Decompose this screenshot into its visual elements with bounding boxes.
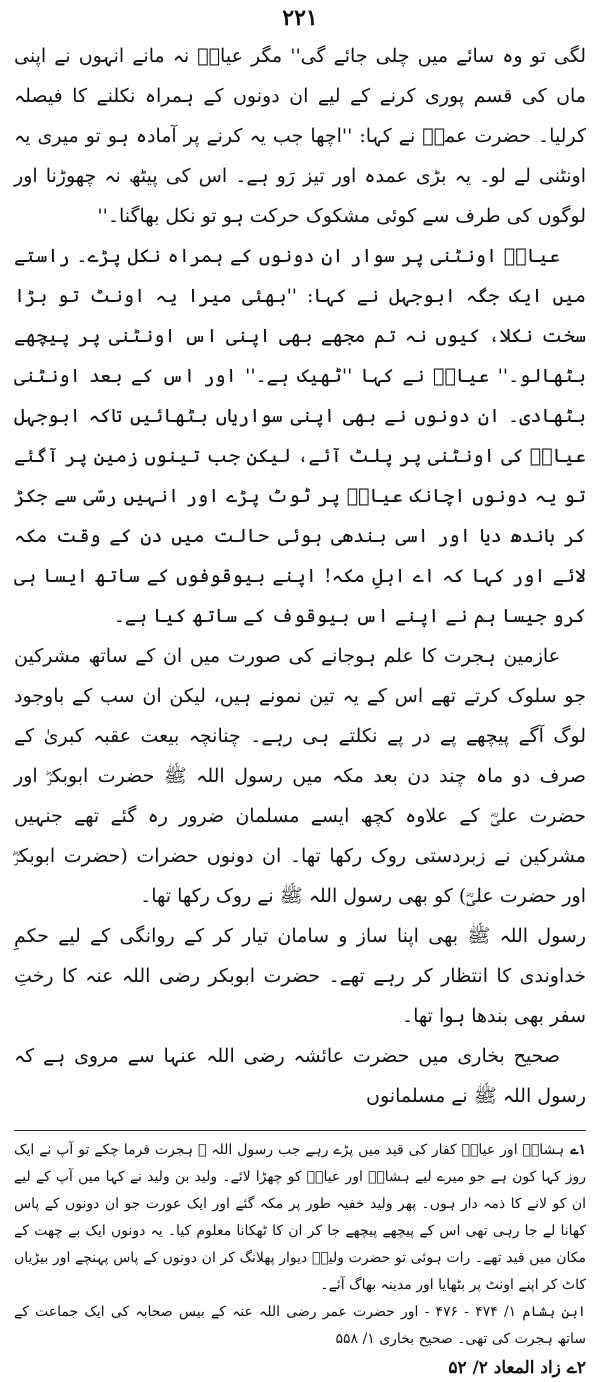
footnote-1-marker: ۱ے (570, 1142, 586, 1158)
footnote-1-text: ہشامؓ اور عیاشؓ کفار کی قید میں پڑے رہے جب رسول اللہ ﷺ ہجرت فرما چکے تو آپ نے ایک روز کہا کون ہے جو میرے لیے ہشامؓ اور عیاشؓ کو چھڑا لائے۔ ولید بن ولید نے کہا میں آپ کے لیے ان کو لانے کا ذمہ دار ہوں۔ پھر ولید خفیہ طور پر مکہ گئے اور ایک عورت جو ان دونوں کے پاس کھانا لے جا رہی تھی اس کے پیچھے پیچھے جا کر ان کا ٹھکانا معلوم کیا۔ یہ دونوں ایک بے چھت کے مکان میں قید تھے۔ رات ہوئی تو حضرت ولیدؓ دیوار پھلانگ کر ان دونوں کے پاس پہنچے اور بیڑیاں کاٹ کر اپنے اونٹ پر بٹھایا اور مدینہ بھاگ آئے۔ (14, 1142, 586, 1293)
footnote-2 (14, 1355, 586, 1382)
paragraph-2: عیاشؓ اونٹنی پر سوار ان دونوں کے ہمراہ نکل پڑے۔ راستے میں ایک جگہ ابوجہل نے کہا: ''بھئی میرا یہ اونٹ تو بڑا سخت نکلا، کیوں نہ تم مجھے بھی اپنی اس اونٹنی پر پیچھے بٹھالو۔'' عیاشؓ نے کہا ''ٹھیک ہے۔'' اور اس کے بعد اونٹنی بٹھادی۔ ان دونوں نے بھی اپنی سواریاں بٹھائیں تاکہ ابوجہل عیاشؓ کی اونٹنی پر پلٹ آئے، لیکن جب تینوں زمین پر آگئے تو یہ دونوں اچانک عیاشؓ پر ٹوٹ پڑے اور انہیں رسّی سے جکڑ کر باندھ دیا اور اسی بندھی ہوئی حالت میں دن کے وقت مکہ لائے اور کہا کہ اے اہلِ مکہ! اپنے بیوقوفوں کے ساتھ ایسا ہی کرو جیسا ہم نے اپنے اس بیوقوف کے ساتھ کیا ہے۔ (14, 245, 586, 627)
page-number: ۲۲۱ (282, 5, 318, 31)
footnote-2-text: زاد المعاد ۲/ ۵۲ (448, 1358, 561, 1378)
footnote-1-source: ابن ہشام ۱/ ۴۷۴ - ۴۷۶ - اور حضرت عمر رضی اللہ عنہ کے بیس صحابہ کی ایک جماعت کے ساتھ ہجرت کی تھی۔ صحیح بخاری ۱/ ۵۵۸ (14, 1304, 586, 1347)
paragraph-5: صحیح بخاری میں حضرت عائشہ رضی اللہ عنہا سے مروی ہے کہ رسول اللہ ﷺ نے مسلمانوں (14, 1045, 586, 1107)
footnote-divider (14, 1130, 586, 1131)
footnote-2-marker: ۲ے (566, 1358, 586, 1378)
paragraph-1: لگی تو وہ سائے میں چلی جائے گی'' مگر عیاشؓ نہ مانے انہوں نے اپنی ماں کی قسم پوری کرنے کے لیے ان دونوں کے ہمراہ نکلنے کا فیصلہ کرلیا۔ حضرت عمرؓ نے کہا: ''اچھا جب یہ کرنے پر آمادہ ہو تو میری یہ اونٹنی لے لو۔ یہ بڑی عمدہ اور تیز رَو ہے۔ اس کی پیٹھ نہ چھوڑنا اور لوگوں کی طرف سے کوئی مشکوک حرکت ہو تو نکل بھاگنا۔'' (14, 45, 586, 227)
paragraph-3: عازمین ہجرت کا علم ہوجانے کی صورت میں ان کے ساتھ مشرکین جو سلوک کرتے تھے اس کے یہ تین نمونے ہیں، لیکن ان سب کے باوجود لوگ آگے پیچھے پے در پے نکلتے ہی رہے۔ چنانچہ بیعت عقبہ کبریٰ کے صرف دو ماہ چند دن بعد مکہ میں رسول اللہ ﷺ حضرت ابوبکرؓ اور حضرت علیؓ کے علاوہ کچھ ایسے مسلمان ضرور رہ گئے تھے جنہیں مشرکین نے زبردستی روک رکھا تھا۔ ان دونوں حضرات (حضرت ابوبکرؓ اور حضرت علیؓ) کو بھی رسول اللہ ﷺ نے روک رکھا تھا۔ (14, 645, 586, 907)
paragraph-4: رسول اللہ ﷺ بھی اپنا ساز و سامان تیار کر کے روانگی کے لیے حکمِ خداوندی کا انتظار کر رہے تھے۔ حضرت ابوبکر رضی اللہ عنہ کا رختِ سفر بھی بندھا ہوا تھا۔ (14, 925, 586, 1027)
main-text (14, 36, 586, 1116)
footnotes (14, 1137, 586, 1382)
footnote-1 (14, 1137, 586, 1299)
book-page (14, 4, 586, 1378)
